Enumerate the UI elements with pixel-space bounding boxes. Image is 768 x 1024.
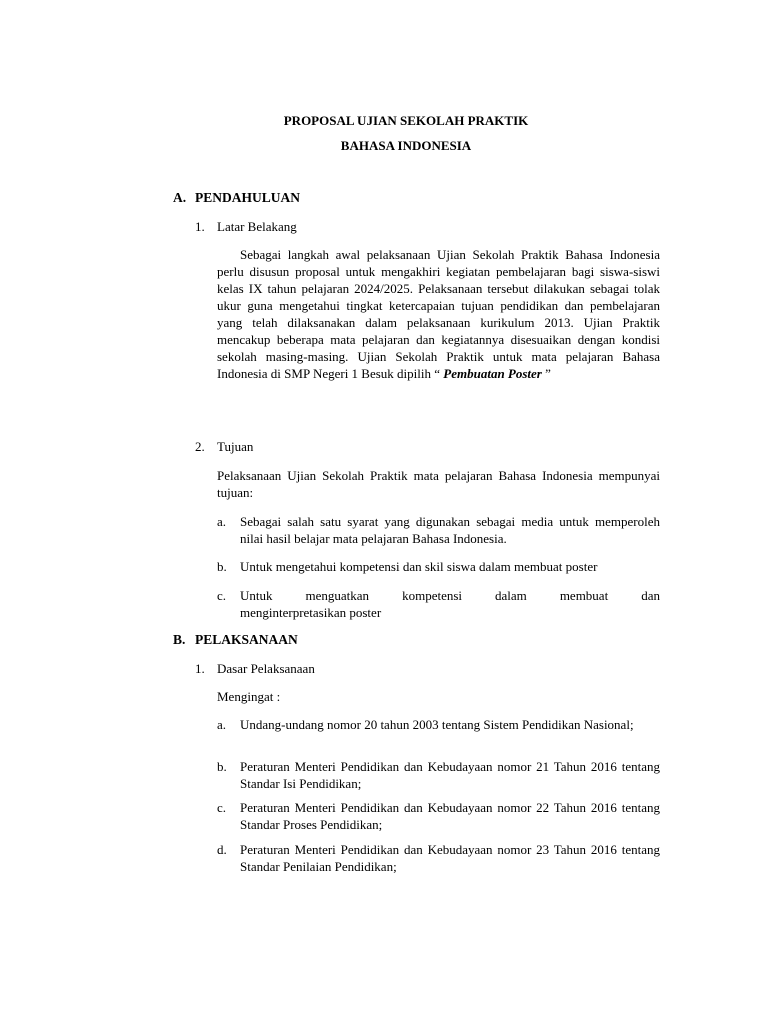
latar-belakang-emphasis: Pembuatan Poster <box>443 366 542 381</box>
tujuan-title: Tujuan <box>217 439 254 454</box>
tujuan-item-a-marker: a. <box>217 514 227 529</box>
tujuan-item-a <box>217 513 660 547</box>
latar-belakang-title: Latar Belakang <box>217 219 297 234</box>
tujuan-heading <box>195 438 253 455</box>
dasar-item-c-marker: c. <box>217 800 227 815</box>
latar-belakang-closing: ” <box>541 366 551 381</box>
tujuan-item-a-text: Sebagai salah satu syarat yang digunakan sebagai media untuk memperoleh nilai hasil belajar mata pelajaran Bahasa Indonesia. <box>240 514 660 546</box>
tujuan-item-c <box>217 587 660 621</box>
word: menguatkan <box>305 588 370 603</box>
latar-belakang-text: Sebagai langkah awal pelaksanaan Ujian Sekolah Praktik Bahasa Indonesia perlu disusun proposal untuk mengakhiri kegiatan pembelajaran bagi siswa-siswi kelas IX tahun pelajaran 2024/2025. Pelaksanaan tersebut dilakukan sebagai tolak ukur guna mengetahui tingkat ketercapaian tujuan pendidikan dan pembelajaran yang telah dilaksanakan dalam pelaksanaan kurikulum 2013. Ujian Praktik mencakup beberapa mata pelajaran dan kegiatannya disesuaikan dengan kondisi sekolah masing-masing. Ujian Sekolah Praktik untuk mata pelajaran Bahasa Indonesia di SMP Negeri 1 Besuk dipilih “ <box>217 247 660 381</box>
word: dalam <box>495 588 527 603</box>
dasar-item-d-marker: d. <box>217 842 227 857</box>
latar-belakang-heading <box>195 218 297 235</box>
dasar-item-b-text: Peraturan Menteri Pendidikan dan Kebudayaan nomor 21 Tahun 2016 tentang Standar Isi Pendidikan; <box>240 759 660 791</box>
dasar-item-d-text: Peraturan Menteri Pendidikan dan Kebudayaan nomor 23 Tahun 2016 tentang Standar Penilaian Pendidikan; <box>240 842 660 874</box>
dasar-pelaksanaan-marker: 1. <box>195 661 205 676</box>
dasar-item-a-marker: a. <box>217 717 227 732</box>
dasar-pelaksanaan-heading <box>195 660 315 677</box>
tujuan-item-c-text <box>240 587 660 621</box>
dasar-item-c <box>217 799 660 833</box>
tujuan-item-c-marker: c. <box>217 588 227 603</box>
dasar-item-c-text: Peraturan Menteri Pendidikan dan Kebudayaan nomor 22 Tahun 2016 tentang Standar Proses Pendidikan; <box>240 800 660 832</box>
word: Untuk <box>240 588 273 603</box>
latar-belakang-marker: 1. <box>195 219 205 234</box>
section-a-marker: A. <box>173 190 187 205</box>
tujuan-item-c-line1 <box>240 587 660 604</box>
section-a-heading <box>173 189 300 206</box>
dasar-pelaksanaan-title: Dasar Pelaksanaan <box>217 661 315 676</box>
document-subtitle: BAHASA INDONESIA <box>340 138 472 153</box>
dasar-item-d <box>217 841 660 875</box>
dasar-item-b-marker: b. <box>217 759 227 774</box>
mengingat-label: Mengingat : <box>217 689 281 704</box>
tujuan-intro: Pelaksanaan Ujian Sekolah Praktik mata pelajaran Bahasa Indonesia mempunyai tujuan: <box>217 468 660 500</box>
word: membuat <box>559 588 609 603</box>
latar-belakang-paragraph <box>217 246 660 382</box>
dasar-item-b <box>217 758 660 792</box>
tujuan-marker: 2. <box>195 439 205 454</box>
dasar-item-a-text: Undang-undang nomor 20 tahun 2003 tentang Sistem Pendidikan Nasional; <box>240 717 634 732</box>
dasar-item-a <box>217 716 660 733</box>
section-b-heading <box>173 631 298 648</box>
section-b-title: PELAKSANAAN <box>195 632 298 647</box>
tujuan-item-c-line2: menginterpretasikan poster <box>240 605 382 620</box>
tujuan-item-b-text: Untuk mengetahui kompetensi dan skil siswa dalam membuat poster <box>240 559 598 574</box>
section-a-title: PENDAHULUAN <box>195 190 301 205</box>
word: kompetensi <box>402 588 463 603</box>
tujuan-item-b <box>217 558 660 575</box>
section-b-marker: B. <box>173 632 186 647</box>
word: dan <box>641 588 660 603</box>
tujuan-item-b-marker: b. <box>217 559 227 574</box>
document-title: PROPOSAL UJIAN SEKOLAH PRAKTIK <box>283 113 529 128</box>
